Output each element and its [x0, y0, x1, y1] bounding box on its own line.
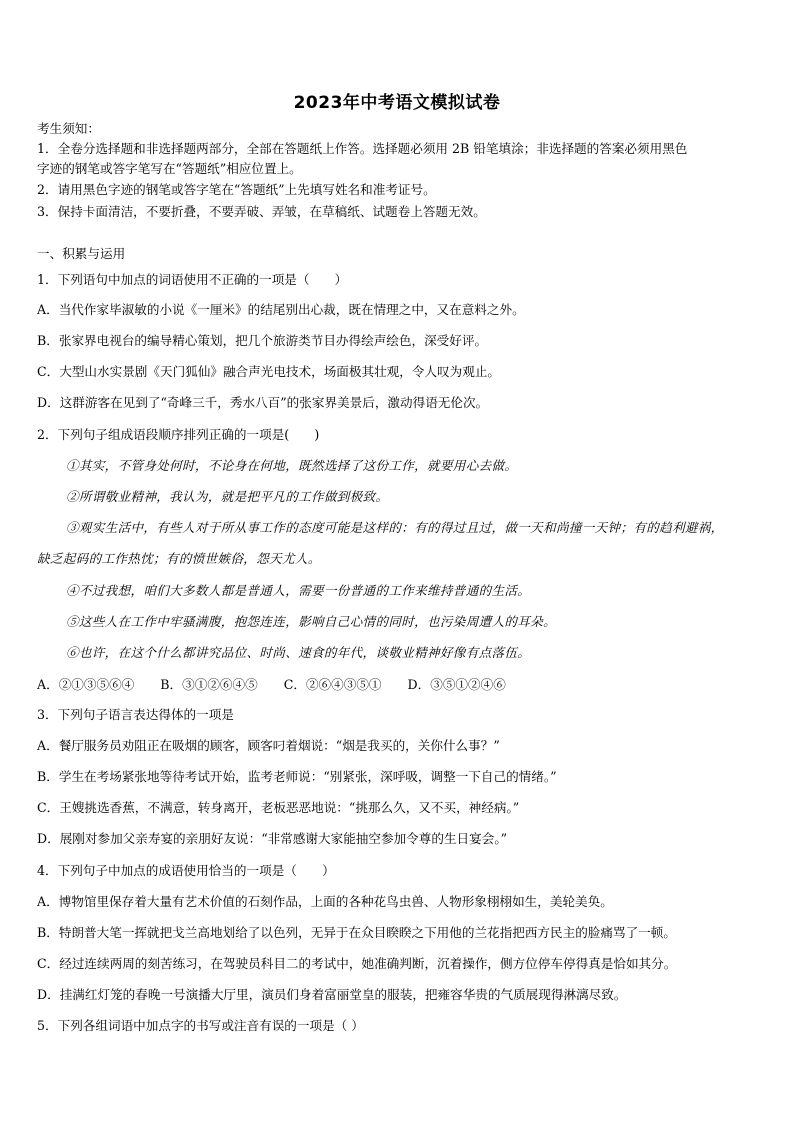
question-3-option-c: C．王嫂挑选香蕉，不满意，转身离开，老板恶恶地说：“挑那么久，又不买，神经病。”	[37, 800, 520, 815]
question-4-option-d: D．挂满红灯笼的春晚一号演播大厅里，演员们身着富丽堂皇的服装，把雍容华贵的气质展现得淋漓尽致。	[37, 987, 627, 1002]
notice-line: 字迹的钢笔或答字笔写在“答题纸”相应位置上。	[37, 161, 302, 176]
question-2-sentence: ④不过我想，咱们大多数人都是普通人，需要一份普通的工作来维持普通的生活。	[66, 583, 531, 598]
question-2-sentence: ③观实生活中，有些人对于所从事工作的态度可能是这样的：有的得过且过，做一天和尚撞一天钟；有的趋利避祸，	[66, 520, 724, 535]
question-3-option-a: A．餐厅服务员劝阻正在吸烟的顾客，顾客叼着烟说：“烟是我买的，关你什么事？”	[37, 738, 500, 753]
notice-line: 2．请用黑色字迹的钢笔或答字笔在“答题纸”上先填写姓名和准考证号。	[37, 182, 436, 197]
question-2-choices	[37, 675, 759, 695]
question-1-option-d: D．这群游客在见到了“奇峰三千，秀水八百”的张家界美景后，激动得语无伦次。	[37, 395, 489, 410]
question-2-sentence: ①其实，不管身处何时，不论身在何地，既然选择了这份工作，就要用心去做。	[66, 458, 518, 473]
question-1-stem: 1．下列语句中加点的词语使用不正确的一项是（ ）	[37, 272, 348, 287]
question-1-option-a: A．当代作家毕淑敏的小说《一厘米》的结尾别出心裁，既在情理之中，又在意料之外。	[37, 302, 525, 317]
question-2-choice-c: C．②⑥④③⑤①	[283, 677, 382, 692]
question-4-option-c: C．经过连续两周的刻苦练习，在驾驶员科目二的考试中，她准确判断，沉着操作，侧方位停车停得真是恰如其分。	[37, 956, 677, 971]
question-2-choice-b: B．③①②⑥④⑤	[160, 677, 258, 692]
notice-line: 1．全卷分选择题和非选择题两部分，全部在答题纸上作答。选择题必须用 2B 铅笔填涂；非选择题的答案必须用黑色	[37, 141, 688, 156]
question-2-sentence: ⑥也许，在这个什么都讲究品位、时尚、速食的年代，谈敬业精神好像有点落伍。	[66, 645, 531, 660]
question-2-sentence: ②所谓敬业精神，我认为，就是把平凡的工作做到极致。	[66, 489, 389, 504]
question-2-sentence: 缺乏起码的工作热忱；有的愤世嫉俗，怨天尤人。	[37, 551, 321, 566]
notice-line: 3．保持卡面清洁，不要折叠，不要弄破、弄皱，在草稿纸、试题卷上答题无效。	[37, 204, 486, 219]
question-2-stem: 2．下列句子组成语段顺序排列正确的一项是( )	[37, 427, 320, 442]
question-5-stem: 5．下列各组词语中加点字的书写或注音有误的一项是（ ）	[37, 1018, 364, 1033]
page-title: 2023年中考语文模拟试卷	[293, 93, 501, 113]
notice-heading: 考生须知：	[37, 121, 100, 136]
question-4-option-a: A．博物馆里保存着大量有艺术价值的石刻作品，上面的各种花鸟虫兽、人物形象栩栩如生，美轮美奂。	[37, 894, 613, 909]
question-2-choice-d: D．③⑤①②④⑥	[407, 677, 506, 692]
question-3-stem: 3．下列句子语言表达得体的一项是	[37, 707, 234, 722]
question-4-stem: 4．下列句子中加点的成语使用恰当的一项是（ ）	[37, 863, 335, 878]
question-1-option-c: C．大型山水实景剧《天门狐仙》融合声光电技术，场面极其壮观，令人叹为观止。	[37, 364, 501, 379]
question-2-choice-a: A．②①③⑤⑥④	[37, 677, 135, 692]
question-3-option-b: B．学生在考场紧张地等待考试开始，监考老师说：“别紧张，深呼吸，调整一下自己的情绪。”	[37, 769, 557, 784]
question-2-sentence: ⑤这些人在工作中牢骚满腹，抱怨连连，影响自己心情的同时，也污染周遭人的耳朵。	[66, 614, 556, 629]
section-heading: 一、积累与运用	[37, 246, 126, 261]
question-1-option-b: B．张家界电视台的编导精心策划，把几个旅游类节目办得绘声绘色，深受好评。	[37, 333, 488, 348]
question-4-option-b: B．特朗普大笔一挥就把戈兰高地划给了以色列，无异于在众目睽睽之下用他的兰花指把西方民主的脸痛骂了一顿。	[37, 925, 676, 940]
question-3-option-d: D．展刚对参加父亲寿宴的亲朋好友说：“非常感谢大家能抽空参加令尊的生日宴会。”	[37, 831, 508, 846]
